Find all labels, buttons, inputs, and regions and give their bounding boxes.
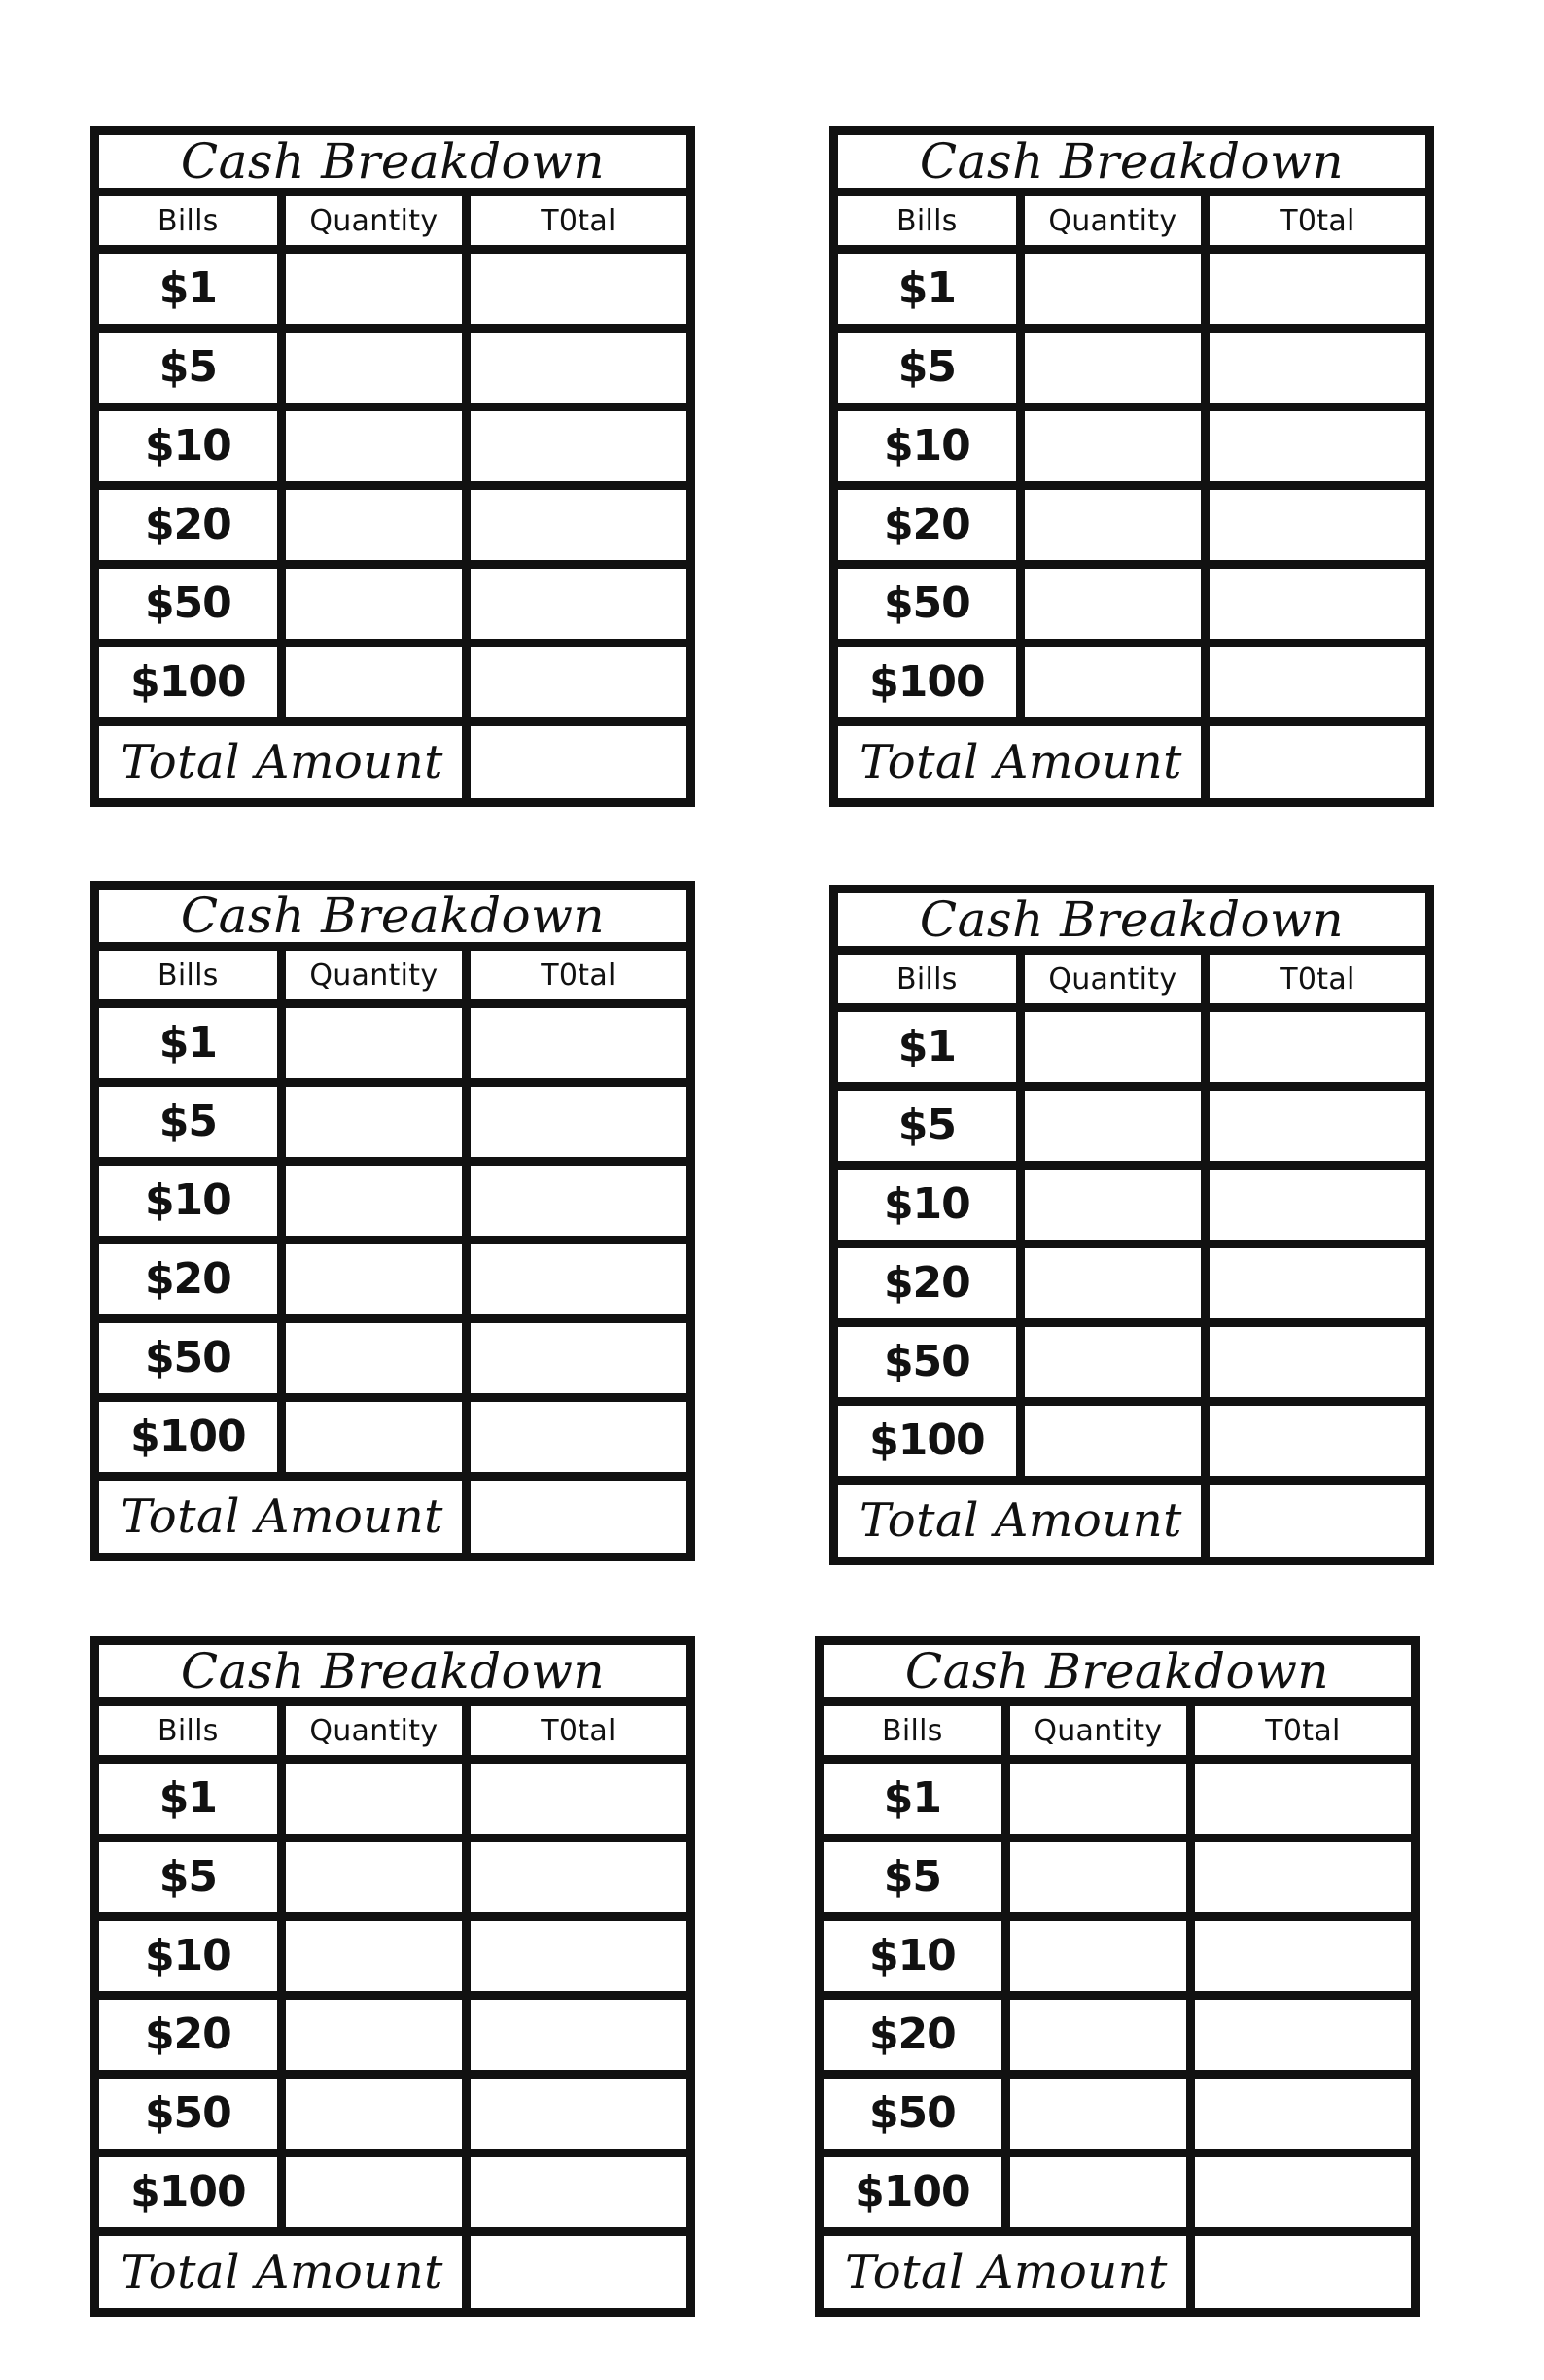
quantity-cell[interactable] [1005, 2152, 1190, 2231]
header-bills: Bills [838, 192, 1020, 250]
total-cell[interactable] [1190, 1995, 1411, 2074]
total-cell[interactable] [466, 1397, 686, 1476]
total-cell[interactable] [466, 1995, 686, 2074]
quantity-cell[interactable] [281, 2152, 466, 2231]
header-quantity: Quantity [281, 192, 466, 250]
bill-denomination: $50 [838, 564, 1020, 643]
total-cell[interactable] [466, 1759, 686, 1838]
header-quantity: Quantity [1020, 951, 1205, 1008]
card-title: Cash Breakdown [99, 135, 686, 192]
bill-row [99, 328, 686, 406]
header-quantity: Quantity [281, 947, 466, 1004]
total-cell[interactable] [1205, 1007, 1425, 1086]
bill-row [99, 406, 686, 485]
bill-denomination: $1 [99, 1003, 281, 1082]
total-cell[interactable] [466, 564, 686, 643]
cash-breakdown-table [838, 893, 1425, 1557]
total-cell[interactable] [466, 1318, 686, 1397]
quantity-cell[interactable] [281, 1003, 466, 1082]
bill-denomination: $1 [824, 1759, 1005, 1838]
total-amount-label: Total Amount [838, 1480, 1205, 1557]
bill-denomination: $20 [838, 1243, 1020, 1322]
bill-denomination: $20 [824, 1995, 1005, 2074]
cash-breakdown-table [838, 135, 1425, 798]
cash-breakdown-card [90, 1636, 695, 2317]
header-bills: Bills [99, 1702, 281, 1760]
bill-row [99, 485, 686, 564]
bill-row [824, 1916, 1411, 1995]
total-amount-cell[interactable] [1205, 721, 1425, 798]
total-amount-row [99, 2231, 686, 2308]
quantity-cell[interactable] [281, 1995, 466, 2074]
total-cell[interactable] [1205, 1322, 1425, 1401]
total-cell[interactable] [466, 1003, 686, 1082]
total-cell[interactable] [1205, 643, 1425, 721]
bill-denomination: $50 [99, 564, 281, 643]
bill-denomination: $20 [838, 485, 1020, 564]
card-title: Cash Breakdown [838, 135, 1425, 192]
quantity-cell[interactable] [1020, 328, 1205, 406]
cash-breakdown-table [99, 1645, 686, 2308]
bill-row [99, 1916, 686, 1995]
bill-denomination: $5 [99, 1838, 281, 1916]
total-cell[interactable] [1205, 328, 1425, 406]
bill-row [99, 564, 686, 643]
bill-denomination: $10 [99, 1916, 281, 1995]
bill-row [838, 1086, 1425, 1165]
quantity-cell[interactable] [281, 643, 466, 721]
total-cell[interactable] [466, 485, 686, 564]
quantity-cell[interactable] [1020, 1086, 1205, 1165]
quantity-cell[interactable] [281, 564, 466, 643]
quantity-cell[interactable] [1020, 1243, 1205, 1322]
card-title: Cash Breakdown [99, 1645, 686, 1702]
total-cell[interactable] [1190, 1759, 1411, 1838]
bill-row [99, 643, 686, 721]
bill-row [824, 1995, 1411, 2074]
quantity-cell[interactable] [1005, 1759, 1190, 1838]
bill-row [99, 1161, 686, 1240]
total-cell[interactable] [466, 1916, 686, 1995]
quantity-cell[interactable] [281, 328, 466, 406]
total-amount-row [838, 721, 1425, 798]
quantity-cell[interactable] [281, 1759, 466, 1838]
quantity-cell[interactable] [281, 1240, 466, 1318]
bill-row [824, 1759, 1411, 1838]
quantity-cell[interactable] [1020, 1165, 1205, 1243]
quantity-cell[interactable] [1005, 1838, 1190, 1916]
total-cell[interactable] [466, 1161, 686, 1240]
bill-denomination: $100 [99, 2152, 281, 2231]
total-amount-cell[interactable] [466, 721, 686, 798]
total-amount-cell[interactable] [1190, 2231, 1411, 2308]
quantity-cell[interactable] [281, 1397, 466, 1476]
bill-denomination: $10 [99, 406, 281, 485]
total-amount-label: Total Amount [99, 721, 466, 798]
total-cell[interactable] [1205, 1401, 1425, 1480]
cash-breakdown-card [815, 1636, 1420, 2317]
total-cell[interactable] [466, 249, 686, 328]
quantity-cell[interactable] [1020, 485, 1205, 564]
bill-row [838, 643, 1425, 721]
quantity-cell[interactable] [1020, 564, 1205, 643]
header-bills: Bills [99, 192, 281, 250]
bill-row [838, 1243, 1425, 1322]
cash-breakdown-card [90, 881, 695, 1561]
bill-denomination: $100 [838, 1401, 1020, 1480]
bill-row [99, 1003, 686, 1082]
total-cell[interactable] [1205, 564, 1425, 643]
header-total: T0tal [466, 947, 686, 1004]
total-cell[interactable] [466, 406, 686, 485]
bill-denomination: $10 [99, 1161, 281, 1240]
bill-row [99, 1995, 686, 2074]
total-amount-label: Total Amount [824, 2231, 1190, 2308]
bill-denomination: $5 [99, 1082, 281, 1161]
bill-denomination: $5 [99, 328, 281, 406]
bill-denomination: $20 [99, 1995, 281, 2074]
quantity-cell[interactable] [281, 485, 466, 564]
bill-denomination: $1 [99, 249, 281, 328]
card-title: Cash Breakdown [99, 890, 686, 947]
bill-denomination: $1 [838, 249, 1020, 328]
quantity-cell[interactable] [281, 1916, 466, 1995]
cash-breakdown-table [99, 890, 686, 1553]
total-cell[interactable] [1190, 2152, 1411, 2231]
quantity-cell[interactable] [1020, 1401, 1205, 1480]
quantity-cell[interactable] [281, 249, 466, 328]
quantity-cell[interactable] [1020, 406, 1205, 485]
total-cell[interactable] [466, 1838, 686, 1916]
bill-denomination: $100 [824, 2152, 1005, 2231]
bill-denomination: $5 [838, 328, 1020, 406]
quantity-cell[interactable] [1020, 643, 1205, 721]
quantity-cell[interactable] [281, 1161, 466, 1240]
bill-row [824, 2152, 1411, 2231]
quantity-cell[interactable] [281, 2074, 466, 2152]
bill-denomination: $5 [824, 1838, 1005, 1916]
bill-denomination: $20 [99, 1240, 281, 1318]
bill-denomination: $20 [99, 485, 281, 564]
total-cell[interactable] [1205, 485, 1425, 564]
total-amount-row [824, 2231, 1411, 2308]
bill-denomination: $100 [99, 643, 281, 721]
header-quantity: Quantity [281, 1702, 466, 1760]
card-title: Cash Breakdown [838, 893, 1425, 951]
header-total: T0tal [466, 192, 686, 250]
bill-row [99, 1318, 686, 1397]
bill-row [99, 1838, 686, 1916]
quantity-cell[interactable] [281, 1838, 466, 1916]
bill-denomination: $100 [99, 1397, 281, 1476]
card-title: Cash Breakdown [824, 1645, 1411, 1702]
bill-row [838, 1401, 1425, 1480]
bill-row [838, 1322, 1425, 1401]
total-cell[interactable] [1205, 1165, 1425, 1243]
header-total: T0tal [1205, 951, 1425, 1008]
bill-denomination: $50 [99, 1318, 281, 1397]
total-cell[interactable] [466, 328, 686, 406]
total-cell[interactable] [466, 2074, 686, 2152]
bill-denomination: $10 [824, 1916, 1005, 1995]
bill-denomination: $10 [838, 1165, 1020, 1243]
bill-row [838, 406, 1425, 485]
total-cell[interactable] [1205, 1086, 1425, 1165]
bill-row [838, 249, 1425, 328]
quantity-cell[interactable] [281, 406, 466, 485]
header-bills: Bills [99, 947, 281, 1004]
quantity-cell[interactable] [1005, 1995, 1190, 2074]
bill-denomination: $50 [99, 2074, 281, 2152]
total-amount-cell[interactable] [466, 1476, 686, 1553]
bill-denomination: $50 [838, 1322, 1020, 1401]
quantity-cell[interactable] [281, 1318, 466, 1397]
total-amount-label: Total Amount [838, 721, 1205, 798]
bill-denomination: $10 [838, 406, 1020, 485]
cash-breakdown-card [90, 126, 695, 807]
quantity-cell[interactable] [1020, 1322, 1205, 1401]
bill-denomination: $5 [838, 1086, 1020, 1165]
total-cell[interactable] [466, 1240, 686, 1318]
header-bills: Bills [824, 1702, 1005, 1760]
bill-denomination: $1 [838, 1007, 1020, 1086]
quantity-cell[interactable] [1020, 1007, 1205, 1086]
bill-row [99, 1082, 686, 1161]
cash-breakdown-card [829, 126, 1434, 807]
bill-row [824, 1838, 1411, 1916]
bill-row [99, 1240, 686, 1318]
total-cell[interactable] [466, 2152, 686, 2231]
total-cell[interactable] [1205, 1243, 1425, 1322]
bill-row [99, 2152, 686, 2231]
total-amount-row [838, 1480, 1425, 1557]
quantity-cell[interactable] [1020, 249, 1205, 328]
total-cell[interactable] [1190, 1916, 1411, 1995]
bill-row [838, 328, 1425, 406]
bill-row [838, 564, 1425, 643]
bill-row [99, 2074, 686, 2152]
quantity-cell[interactable] [281, 1082, 466, 1161]
header-total: T0tal [466, 1702, 686, 1760]
total-cell[interactable] [466, 1082, 686, 1161]
bill-row [838, 1007, 1425, 1086]
bill-denomination: $50 [824, 2074, 1005, 2152]
total-cell[interactable] [1205, 406, 1425, 485]
total-amount-label: Total Amount [99, 1476, 466, 1553]
total-amount-label: Total Amount [99, 2231, 466, 2308]
total-cell[interactable] [1190, 1838, 1411, 1916]
header-total: T0tal [1205, 192, 1425, 250]
bill-row [838, 485, 1425, 564]
total-cell[interactable] [1190, 2074, 1411, 2152]
total-amount-row [99, 721, 686, 798]
total-amount-cell[interactable] [466, 2231, 686, 2308]
header-quantity: Quantity [1020, 192, 1205, 250]
bill-row [824, 2074, 1411, 2152]
bill-row [838, 1165, 1425, 1243]
total-cell[interactable] [1205, 249, 1425, 328]
header-bills: Bills [838, 951, 1020, 1008]
cash-breakdown-table [824, 1645, 1411, 2308]
cash-breakdown-card [829, 885, 1434, 1565]
header-quantity: Quantity [1005, 1702, 1190, 1760]
total-cell[interactable] [466, 643, 686, 721]
cash-breakdown-table [99, 135, 686, 798]
bill-denomination: $1 [99, 1759, 281, 1838]
bill-denomination: $100 [838, 643, 1020, 721]
bill-row [99, 1759, 686, 1838]
bill-row [99, 249, 686, 328]
total-amount-row [99, 1476, 686, 1553]
total-amount-cell[interactable] [1205, 1480, 1425, 1557]
header-total: T0tal [1190, 1702, 1411, 1760]
bill-row [99, 1397, 686, 1476]
quantity-cell[interactable] [1005, 1916, 1190, 1995]
quantity-cell[interactable] [1005, 2074, 1190, 2152]
